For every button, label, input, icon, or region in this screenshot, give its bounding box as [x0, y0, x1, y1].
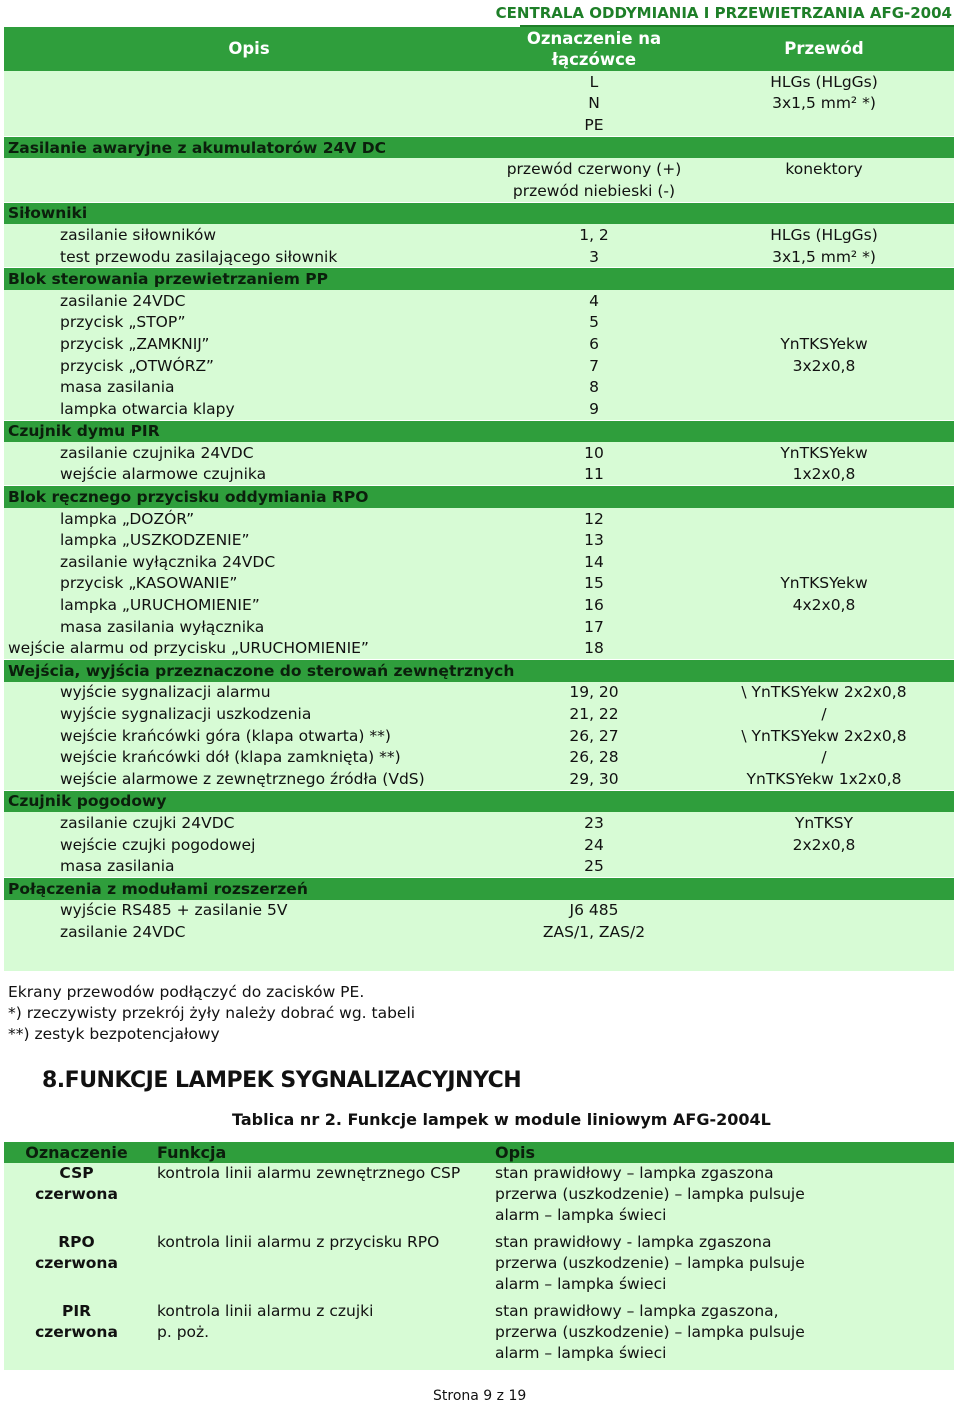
row-description: zasilanie czujnika 24VDC — [60, 443, 254, 462]
row-terminal: 23 — [584, 813, 604, 832]
section-title: Wejścia, wyjścia przeznaczone do sterowań zewnętrznych — [4, 660, 954, 682]
lamp-description: stan prawidłowy - lampka zgaszona — [495, 1233, 772, 1251]
row-cable: HLGs (HLgGs) — [770, 72, 878, 91]
lamp-description: przerwa (uszkodzenie) – lampka pulsuje — [495, 1254, 805, 1272]
row-terminal: 3 — [589, 247, 599, 266]
row-cable — [694, 855, 954, 877]
row-cable — [694, 616, 954, 638]
row-description: przycisk „OTWÓRZ” — [60, 356, 214, 375]
row-cable — [694, 180, 954, 202]
table-row — [4, 682, 954, 704]
row-terminal: 12 — [584, 509, 604, 528]
section-row — [4, 420, 954, 442]
lamp-description: przerwa (uszkodzenie) – lampka pulsuje — [495, 1185, 805, 1203]
row-cable — [694, 508, 954, 530]
row-cable — [694, 290, 954, 312]
lamp-code: RPO — [58, 1233, 95, 1251]
row-description: wejście czujki pogodowej — [60, 835, 256, 854]
row-description — [4, 93, 494, 115]
table-row — [4, 224, 954, 246]
row-cable: YnTKSY — [794, 813, 854, 832]
row-cable — [694, 637, 954, 659]
col-oznaczenie — [494, 27, 694, 71]
lamp-description: alarm – lampka świeci — [495, 1344, 667, 1362]
row-description — [4, 114, 494, 136]
section-row — [4, 790, 954, 812]
lamp-description-cell — [487, 1163, 954, 1232]
section-row — [4, 268, 954, 290]
row-cable — [694, 114, 954, 136]
row-terminal: 5 — [589, 313, 599, 332]
table-row — [4, 114, 954, 136]
lamp-description: stan prawidłowy – lampka zgaszona, — [495, 1302, 779, 1320]
row-terminal: ZAS/1, ZAS/2 — [542, 922, 646, 941]
note-3: **) zestyk bezpotencjałowy — [8, 1025, 220, 1043]
row-terminal: 29, 30 — [569, 769, 619, 788]
section-title: Blok sterowania przewietrzaniem PP — [4, 268, 954, 290]
row-cable: YnTKSYekw — [780, 574, 868, 593]
row-description: wejście alarmu od przycisku „URUCHOMIENIE” — [8, 639, 369, 658]
lamp-col-funkcja: Funkcja — [149, 1142, 487, 1163]
col-oznaczenie-line1: Oznaczenie na — [526, 29, 662, 48]
lamp-code-cell — [4, 1301, 149, 1370]
row-cable: / — [821, 748, 827, 767]
row-description: wejście krańcówki góra (klapa otwarta) **) — [60, 726, 391, 745]
lamp-function-cell — [149, 1163, 487, 1232]
row-description: masa zasilania — [60, 857, 175, 876]
row-description: wejście alarmowe czujnika — [60, 465, 267, 484]
row-description: wejście alarmowe z zewnętrznego źródła (VdS) — [60, 769, 425, 788]
row-cable: 3x2x0,8 — [792, 356, 856, 375]
row-terminal: 13 — [584, 531, 604, 550]
row-cable — [694, 551, 954, 573]
row-terminal: 1, 2 — [579, 225, 609, 244]
row-cable: 3x1,5 mm² *) — [772, 94, 876, 113]
table-row — [4, 180, 954, 202]
section-title: Czujnik pogodowy — [4, 790, 954, 812]
lamp-function: p. poż. — [157, 1323, 210, 1341]
lamp-description: stan prawidłowy – lampka zgaszona — [495, 1164, 774, 1182]
lamp-col-oznaczenie: Oznaczenie — [4, 1142, 149, 1163]
lamp-code-cell — [4, 1163, 149, 1232]
table-row — [4, 442, 954, 464]
table-row — [4, 921, 954, 943]
row-terminal: 14 — [584, 552, 604, 571]
row-terminal: 6 — [589, 334, 599, 353]
table-row — [4, 290, 954, 312]
row-terminal: PE — [584, 115, 604, 134]
table-row — [4, 158, 954, 180]
row-terminal: 9 — [589, 399, 599, 418]
row-description: zasilanie siłowników — [60, 225, 217, 244]
section-title: Blok ręcznego przycisku oddymiania RPO — [4, 486, 954, 508]
note-1: Ekrany przewodów podłączyć do zacisków PE. — [8, 983, 365, 1001]
lamp-function-cell — [149, 1232, 487, 1301]
row-terminal: 17 — [584, 617, 604, 636]
table-row — [4, 376, 954, 398]
table-row — [4, 398, 954, 420]
lamp-table-header — [4, 1142, 954, 1163]
row-cable: 3x1,5 mm² *) — [772, 247, 876, 266]
row-description: przycisk „KASOWANIE” — [60, 574, 238, 593]
row-terminal: przewód czerwony (+) — [506, 160, 682, 179]
row-description: lampka „USZKODZENIE” — [60, 531, 250, 550]
row-terminal: 10 — [584, 443, 604, 462]
row-terminal: przewód niebieski (-) — [512, 181, 676, 200]
lamp-row — [4, 1163, 954, 1232]
row-description: masa zasilania — [60, 378, 175, 397]
section-title: Zasilanie awaryjne z akumulatorów 24V DC — [4, 136, 954, 158]
row-terminal: 16 — [584, 596, 604, 615]
lamp-description: alarm – lampka świeci — [495, 1275, 667, 1293]
row-description: masa zasilania wyłącznika — [60, 617, 265, 636]
lamp-col-opis: Opis — [487, 1142, 954, 1163]
row-cable: \ YnTKSYekw 2x2x0,8 — [741, 726, 907, 745]
section-row — [4, 202, 954, 224]
row-cable: YnTKSYekw — [780, 334, 868, 353]
table-row — [4, 812, 954, 834]
col-oznaczenie-line2: łączówce — [551, 50, 637, 69]
row-terminal: 26, 27 — [569, 726, 619, 745]
lamp-function: kontrola linii alarmu zewnętrznego CSP — [157, 1164, 461, 1182]
table-row — [4, 312, 954, 334]
row-terminal: L — [589, 72, 599, 91]
row-terminal: 7 — [589, 356, 599, 375]
table-row — [4, 768, 954, 790]
table-row — [4, 93, 954, 115]
row-cable: 2x2x0,8 — [792, 835, 856, 854]
row-cable — [694, 398, 954, 420]
row-cable — [694, 529, 954, 551]
lamp-code: PIR — [61, 1302, 92, 1320]
row-terminal: 8 — [589, 378, 599, 397]
section-row — [4, 877, 954, 899]
page-number: Strona 9 z 19 — [433, 1388, 527, 1404]
table-row — [4, 616, 954, 638]
row-description: zasilanie wyłącznika 24VDC — [60, 552, 276, 571]
lamp-table — [4, 1142, 954, 1370]
table2-caption: Tablica nr 2. Funkcje lampek w module liniowym AFG-2004L — [232, 1110, 771, 1129]
table-row — [4, 594, 954, 616]
lamp-description-cell — [487, 1301, 954, 1370]
lamp-function: kontrola linii alarmu z przycisku RPO — [157, 1233, 440, 1251]
row-terminal: N — [588, 94, 600, 113]
row-description: zasilanie 24VDC — [60, 291, 186, 310]
row-cable: konektory — [785, 160, 863, 179]
table-row — [4, 246, 954, 268]
table-row — [4, 855, 954, 877]
lamp-color: czerwona — [35, 1185, 118, 1203]
row-terminal: 24 — [584, 835, 604, 854]
row-terminal: 21, 22 — [569, 705, 619, 724]
row-terminal: 19, 20 — [569, 683, 619, 702]
lamp-color: czerwona — [35, 1323, 118, 1341]
lamp-function-cell — [149, 1301, 487, 1370]
lamp-description-cell — [487, 1232, 954, 1301]
row-cable — [694, 376, 954, 398]
table-header — [4, 27, 954, 71]
row-terminal: 18 — [584, 639, 604, 658]
col-przewod: Przewód — [694, 27, 954, 71]
row-description — [4, 71, 494, 93]
table-row — [4, 529, 954, 551]
row-terminal: 26, 28 — [569, 748, 619, 767]
row-cable: YnTKSYekw — [780, 443, 868, 462]
notes — [8, 982, 415, 1045]
section-row — [4, 136, 954, 158]
table-row — [4, 464, 954, 486]
table-row — [4, 637, 954, 659]
section-row — [4, 660, 954, 682]
row-description: wejście krańcówki dół (klapa zamknięta) **) — [60, 748, 401, 767]
row-description — [4, 180, 494, 202]
terminal-table — [4, 27, 954, 971]
table-row — [4, 573, 954, 595]
lamp-function: kontrola linii alarmu z czujki — [157, 1302, 374, 1320]
row-cable: YnTKSYekw 1x2x0,8 — [746, 769, 902, 788]
table-row — [4, 508, 954, 530]
row-description: zasilanie 24VDC — [60, 922, 186, 941]
note-2: *) rzeczywisty przekrój żyły należy dobrać wg. tabeli — [8, 1004, 416, 1022]
table-row — [4, 355, 954, 377]
lamp-color: czerwona — [35, 1254, 118, 1272]
row-description: test przewodu zasilającego siłownik — [60, 247, 338, 266]
row-terminal: 25 — [584, 857, 604, 876]
row-description: wyjście RS485 + zasilanie 5V — [60, 901, 288, 920]
table-row — [4, 333, 954, 355]
header-title: CENTRALA ODDYMIANIA I PRZEWIETRZANIA AFG-2004 — [495, 4, 952, 22]
table-row — [4, 746, 954, 768]
table-row — [4, 725, 954, 747]
lamp-description: przerwa (uszkodzenie) – lampka pulsuje — [495, 1323, 805, 1341]
table-row — [4, 71, 954, 93]
lamp-row — [4, 1232, 954, 1301]
row-cable — [694, 900, 954, 922]
row-terminal: 4 — [589, 291, 599, 310]
table-row — [4, 834, 954, 856]
row-cable — [694, 921, 954, 943]
row-description: lampka otwarcia klapy — [60, 399, 235, 418]
row-description — [4, 158, 494, 180]
row-cable — [694, 312, 954, 334]
row-cable: 1x2x0,8 — [792, 465, 856, 484]
row-description: przycisk „STOP” — [60, 313, 186, 332]
row-terminal: 11 — [584, 465, 604, 484]
section-title: Czujnik dymu PIR — [4, 420, 954, 442]
col-opis: Opis — [4, 27, 494, 71]
row-cable: HLGs (HLgGs) — [770, 225, 878, 244]
row-cable: \ YnTKSYekw 2x2x0,8 — [741, 683, 907, 702]
section-title: Siłowniki — [4, 202, 954, 224]
row-description: przycisk „ZAMKNIJ” — [60, 334, 210, 353]
lamp-description: alarm – lampka świeci — [495, 1206, 667, 1224]
row-cable: 4x2x0,8 — [792, 596, 856, 615]
table-row — [4, 703, 954, 725]
table-row — [4, 900, 954, 922]
row-cable: / — [821, 705, 827, 724]
row-terminal: J6 485 — [569, 901, 619, 920]
row-description: zasilanie czujki 24VDC — [60, 813, 235, 832]
table-row — [4, 551, 954, 573]
section-row — [4, 486, 954, 508]
lamp-row — [4, 1301, 954, 1370]
row-terminal: 15 — [584, 574, 604, 593]
lamp-code: CSP — [59, 1164, 94, 1182]
row-description: wyjście sygnalizacji uszkodzenia — [60, 705, 312, 724]
lamp-code-cell — [4, 1232, 149, 1301]
row-description: wyjście sygnalizacji alarmu — [60, 683, 271, 702]
row-description: lampka „DOZÓR” — [60, 509, 195, 528]
section-title: Połączenia z modułami rozszerzeń — [4, 877, 954, 899]
section-heading: 8.FUNKCJE LAMPEK SYGNALIZACYJNYCH — [42, 1068, 522, 1093]
row-description: lampka „URUCHOMIENIE” — [60, 596, 260, 615]
